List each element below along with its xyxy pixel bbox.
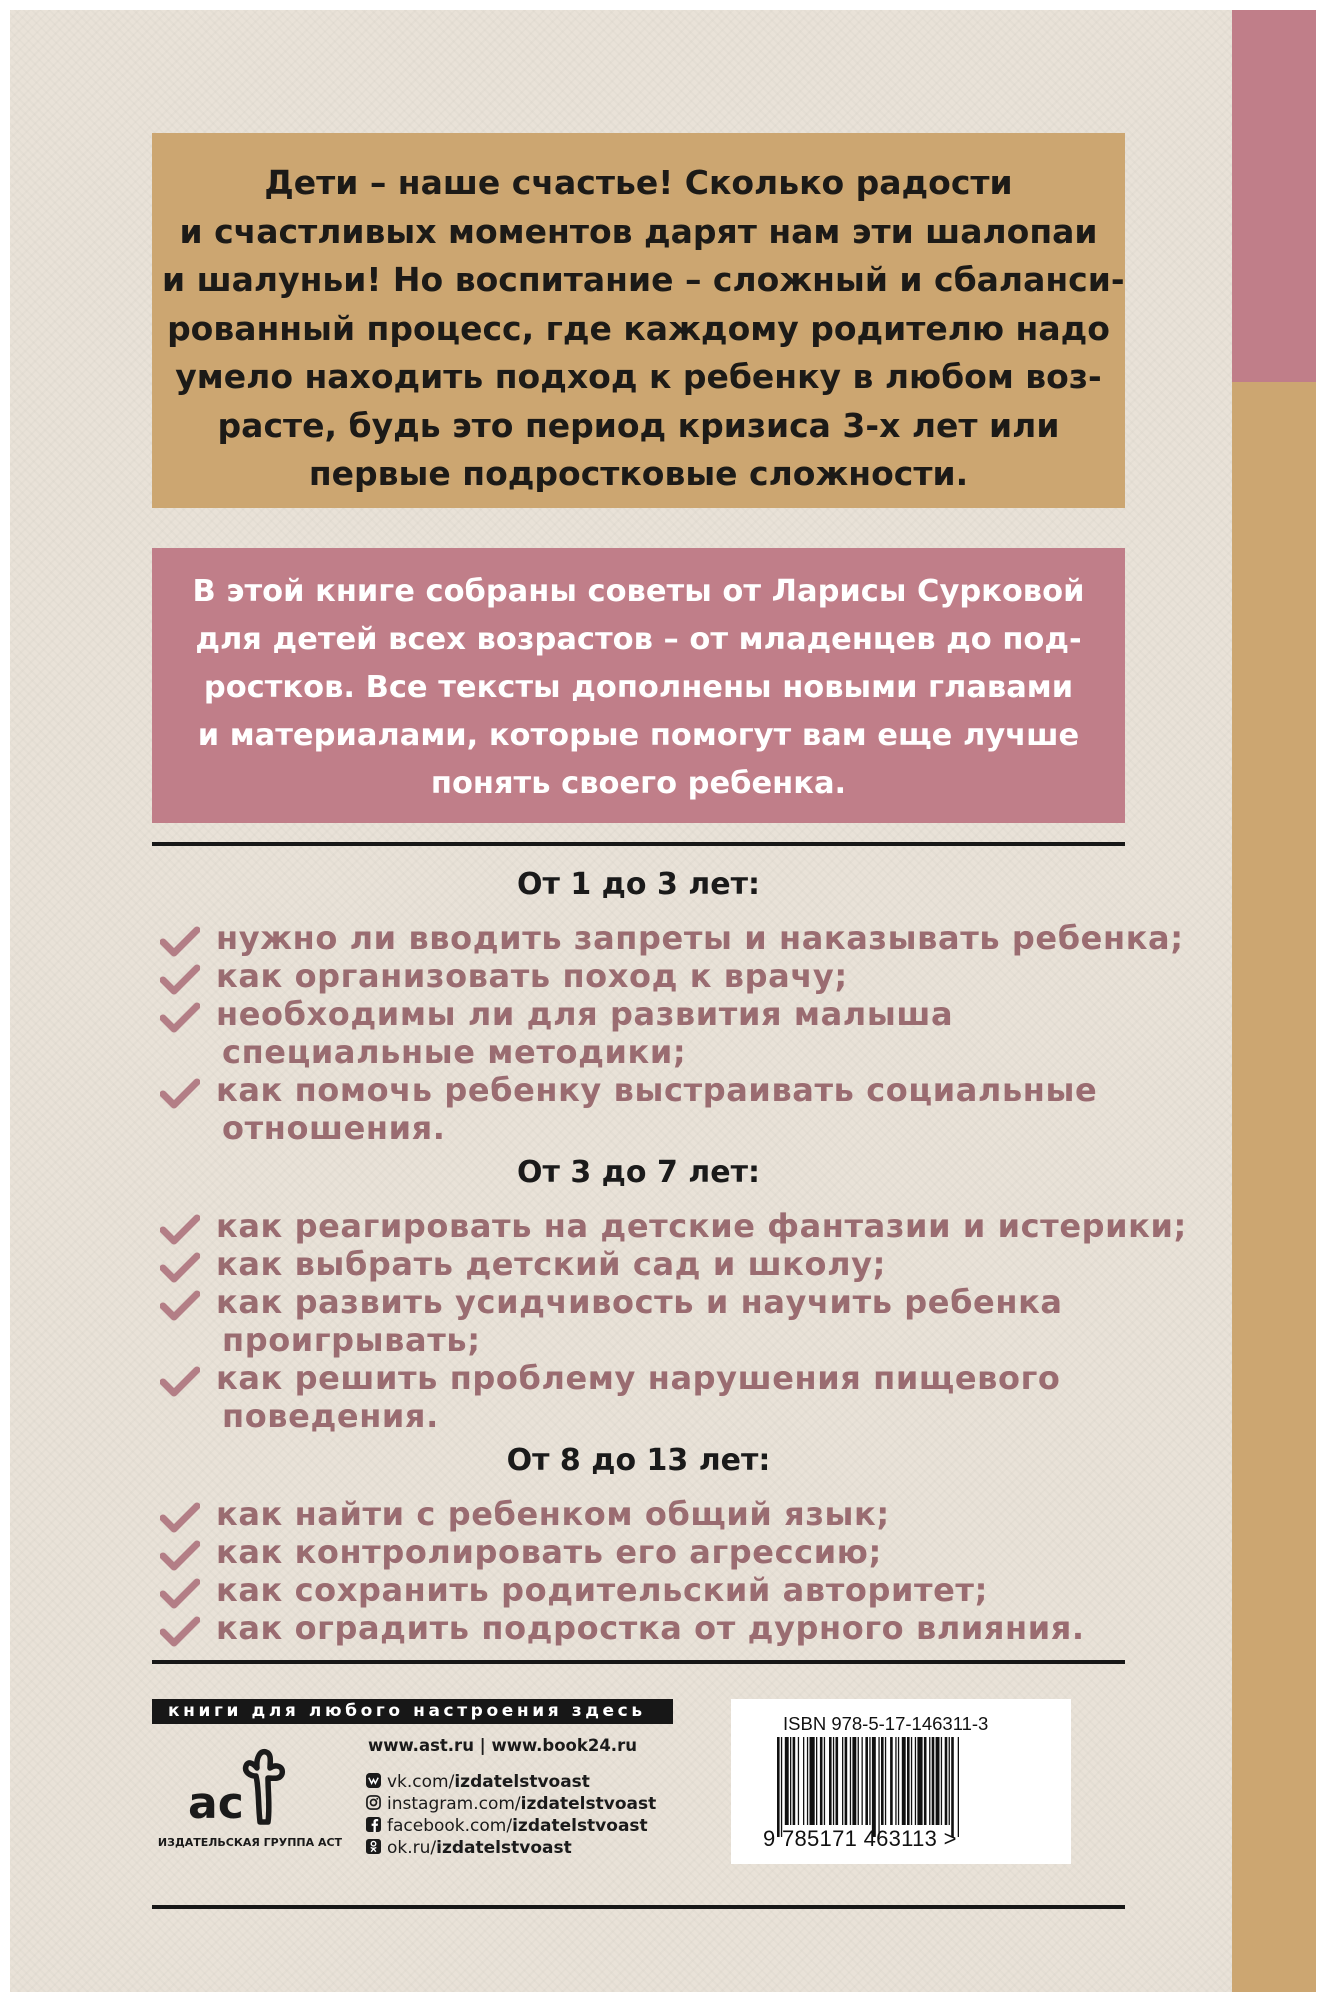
publisher-name: ИЗДАТЕЛЬСКАЯ ГРУППА АСТ (157, 1836, 343, 1849)
spine-stripe-gold (1232, 382, 1316, 1992)
barcode-bar (878, 1737, 879, 1837)
barcode-bar (836, 1737, 839, 1825)
list-item-text: необходимы ли для развития малыша (216, 995, 954, 1033)
barcode-bar (803, 1737, 804, 1825)
barcode-bar (845, 1737, 848, 1825)
about-line: и материалами, которые помогут вам еще лучше (197, 718, 1080, 753)
barcode-bars (777, 1737, 1027, 1837)
barcode-bar (816, 1737, 817, 1825)
social-prefix: instagram.com/ (387, 1794, 521, 1814)
divider-bottom (152, 1905, 1125, 1909)
list-item-text: как реагировать на детские фантазии и истерики; (216, 1207, 1187, 1245)
social-handle: izdatelstvoast (520, 1794, 657, 1814)
ast-logo (186, 1738, 304, 1830)
about-line: В этой книге собраны советы от Ларисы Сурковой (192, 574, 1085, 609)
barcode-bar (932, 1737, 935, 1825)
barcode-bar (915, 1737, 916, 1825)
about-panel (152, 548, 1125, 823)
barcode-bar (907, 1737, 910, 1825)
social-link-odnoklassniki[interactable] (366, 1838, 572, 1858)
section-title: От 3 до 7 лет: (517, 1155, 760, 1190)
facebook-icon (366, 1817, 381, 1832)
intro-line: расте, будь это период кризиса 3-х лет или (217, 405, 1060, 445)
ean-digits: 9 785171 463113 > (763, 1826, 957, 1851)
barcode-bar (917, 1737, 922, 1825)
barcode-bar (824, 1737, 825, 1825)
barcode-bar (881, 1737, 884, 1825)
about-line: понять своего ребенка. (430, 766, 847, 801)
barcode-bar (850, 1737, 851, 1825)
list-item-text: специальные методики; (222, 1033, 687, 1071)
barcode-bar (872, 1737, 876, 1837)
list-item-text: как помочь ребенку выстраивать социальные (216, 1071, 1098, 1109)
list-item-text: поведения. (222, 1397, 439, 1435)
checkmark-icon (160, 1251, 200, 1283)
section-title: От 8 до 13 лет: (506, 1443, 771, 1478)
list-item-text: нужно ли вводить запреты и наказывать ребенка; (216, 919, 1184, 957)
barcode-bar (949, 1737, 950, 1825)
intro-line: умело находить подход к ребенку в любом воз- (175, 357, 1102, 396)
barcode-bar (777, 1737, 780, 1837)
barcode-bar (829, 1737, 832, 1825)
list-item-text: как организовать поход к врачу; (216, 957, 848, 995)
barcode-bar (790, 1737, 791, 1825)
barcode-bar (833, 1737, 834, 1825)
about-line: ростков. Все тексты дополнены новыми главами (203, 670, 1074, 705)
list-item-text: как развить усидчивость и научить ребенка (216, 1283, 1063, 1321)
barcode-bar (929, 1737, 930, 1825)
checkmark-icon (160, 1077, 200, 1109)
barcode-bar (798, 1737, 799, 1825)
divider-middle (152, 1660, 1125, 1664)
barcode-bar (895, 1737, 896, 1825)
barcode-bar (924, 1737, 927, 1825)
intro-line: и счастливых моментов дарят нам эти шалопаи (179, 211, 1098, 251)
social-handle: izdatelstvoast (454, 1772, 590, 1792)
slogan-banner: книги для любого настроения здесь (152, 1699, 673, 1724)
list-item-text: отношения. (222, 1109, 446, 1147)
list-item-text: как контролировать его агрессию; (216, 1533, 882, 1571)
vk-icon (366, 1773, 381, 1788)
checkmark-icon (160, 1615, 200, 1647)
barcode-bar (902, 1737, 906, 1825)
social-link-vk[interactable] (366, 1772, 590, 1792)
list-item-text: как оградить подростка от дурного влияния. (216, 1609, 1085, 1647)
barcode-bar (958, 1737, 959, 1837)
barcode-bar (842, 1737, 843, 1825)
checkmark-icon (160, 1213, 200, 1245)
barcode-bar (869, 1737, 870, 1825)
barcode-panel (731, 1699, 1071, 1864)
checkmark-icon (160, 1365, 200, 1397)
barcode-bar (862, 1737, 863, 1825)
barcode-bar (785, 1737, 789, 1825)
barcode-bar (945, 1737, 948, 1825)
social-link-instagram[interactable] (366, 1794, 656, 1814)
list-item-text: как решить проблему нарушения пищевого (216, 1359, 1061, 1397)
barcode-bar (890, 1737, 893, 1825)
checkmark-icon (160, 1289, 200, 1321)
barcode-bar (793, 1737, 796, 1825)
checkmark-icon (160, 925, 200, 957)
barcode-bar (852, 1737, 856, 1825)
barcode-bar (885, 1737, 886, 1825)
intro-line: рованный процесс, где каждому родителю надо (167, 308, 1110, 348)
intro-line: и шалуньи! Но воспитание – сложный и сбаланси- (162, 260, 1125, 299)
website-links[interactable]: www.ast.ru | www.book24.ru (368, 1736, 637, 1755)
barcode-bar (810, 1737, 815, 1825)
list-item-text: как сохранить родительский авторитет; (216, 1571, 988, 1609)
social-prefix: facebook.com/ (387, 1816, 513, 1836)
social-prefix: ok.ru/ (387, 1838, 437, 1858)
section-title: От 1 до 3 лет: (517, 867, 760, 902)
intro-panel (152, 133, 1125, 508)
barcode-bar (781, 1737, 782, 1837)
intro-line: первые подростковые сложности. (308, 454, 969, 493)
checkmark-icon (160, 1539, 200, 1571)
social-handle: izdatelstvoast (512, 1816, 648, 1836)
barcode-bar (898, 1737, 899, 1825)
social-link-facebook[interactable] (366, 1816, 648, 1836)
instagram-icon (366, 1795, 381, 1810)
logo-text: ac (188, 1778, 244, 1829)
about-line: для детей всех возрастов – от младенцев до под- (195, 622, 1082, 657)
barcode-bar (941, 1737, 942, 1825)
checkmark-icon (160, 963, 200, 995)
list-item-text: проигрывать; (222, 1321, 481, 1359)
checkmark-icon (160, 1501, 200, 1533)
barcode-bar (820, 1737, 823, 1825)
barcode-bar (951, 1737, 954, 1837)
barcode-bar (858, 1737, 859, 1825)
social-prefix: vk.com/ (387, 1772, 455, 1792)
list-item-text: как найти с ребенком общий язык; (216, 1495, 890, 1533)
checkmark-icon (160, 1577, 200, 1609)
spine-stripe-pink (1232, 10, 1316, 382)
social-handle: izdatelstvoast (436, 1838, 572, 1858)
divider-top (152, 842, 1125, 846)
barcode-bar (911, 1737, 912, 1825)
checkmark-icon (160, 1001, 200, 1033)
barcode-bar (936, 1737, 940, 1825)
barcode-bar (807, 1737, 808, 1825)
barcode-bar (865, 1737, 868, 1825)
intro-line: Дети – наше счастье! Сколько радости (264, 163, 1013, 202)
list-item-text: как выбрать детский сад и школу; (216, 1245, 886, 1283)
odnoklassniki-icon (366, 1839, 381, 1854)
isbn-number: ISBN 978-5-17-146311-3 (783, 1713, 989, 1734)
